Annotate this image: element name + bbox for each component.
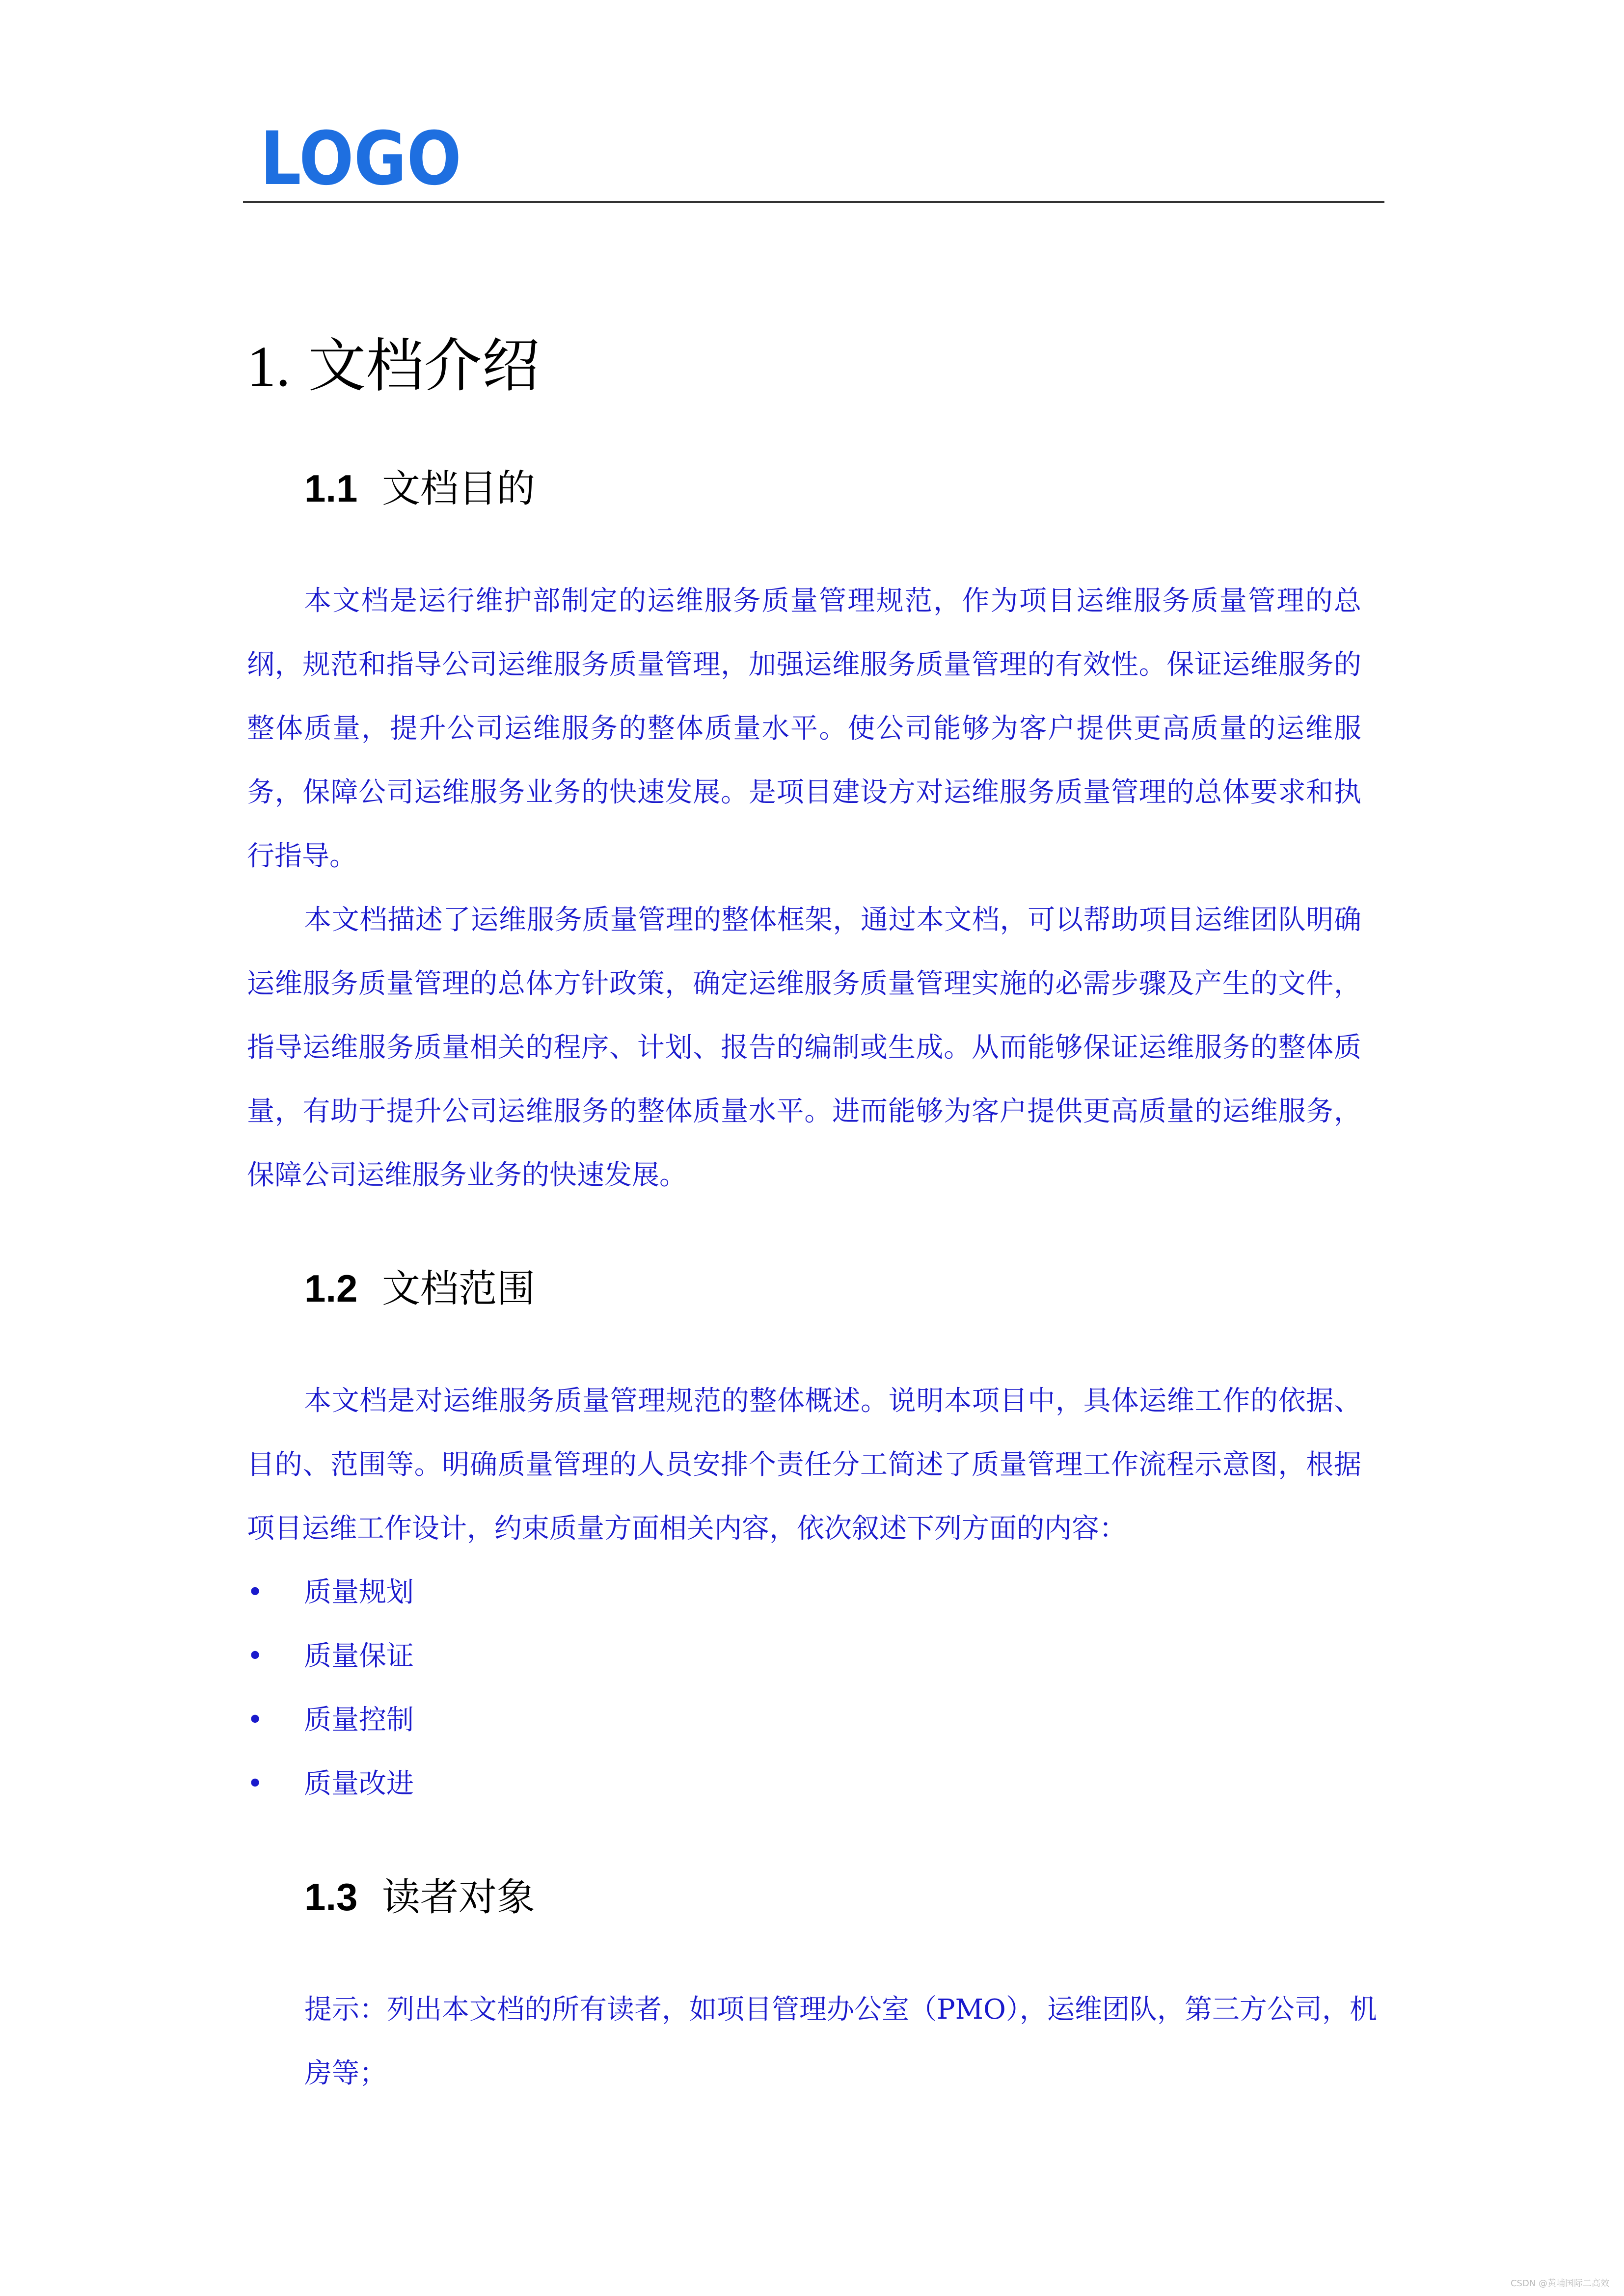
section-1-3-number: 1.3 [304,1875,358,1919]
section-1-1-title: 文档目的 [382,467,536,511]
bullet-text: 质量控制 [304,1704,414,1736]
section-1-2-number: 1.2 [304,1267,358,1310]
scope-bullet-list [247,1561,414,1816]
purpose-paragraph-2: 本文档描述了运维服务质量管理的整体框架，通过本文档，可以帮助项目运维团队明确运维服务质量管理的总体方针政策，确定运维服务质量管理实施的必需步骤及产生的文件，指导运维服务质量相关的程序、计划、报告的编制或生成。从而能够保证运维服务的整体质量，有助于提升公司运维服务的整体质量水平。进而能够为客户提供更高质量的运维服务，保障公司运维服务业务的快速发展。 [247,904,1361,1191]
section-1-2-title: 文档范围 [382,1267,536,1311]
bullet-icon: • [247,1576,264,1608]
section-1-number: 1. [247,334,291,399]
bullet-text: 质量保证 [304,1640,414,1672]
section-1-2-heading [304,1261,535,1316]
section-1-3-title: 读者对象 [382,1875,536,1920]
bullet-icon: • [247,1704,264,1736]
bullet-text: 质量规划 [304,1576,414,1608]
section-1-1-heading [304,461,535,516]
list-item [247,1752,414,1816]
purpose-paragraph-1: 本文档是运行维护部制定的运维服务质量管理规范，作为项目运维服务质量管理的总纲，规范和指导公司运维服务质量管理，加强运维服务质量管理的有效性。保证运维服务的整体质量，提升公司运维服务的整体质量水平。使公司能够为客户提供更高质量的运维服务，保障公司运维服务业务的快速发展。是项目建设方对运维服务质量管理的总体要求和执行指导。 [247,585,1361,872]
section-1-3-heading [304,1870,535,1924]
bullet-icon: • [247,1640,264,1672]
list-item [247,1561,414,1625]
list-item [247,1688,414,1752]
section-1-1-number: 1.1 [304,467,358,510]
section-1-title: 文档介绍 [308,332,540,400]
section-1-heading [247,329,540,403]
logo-text: LOGO [260,116,461,202]
header-divider [243,201,1384,203]
watermark: CSDN @黄埔国际二高效 [1510,2278,1609,2289]
logo [260,116,466,202]
list-item [247,1625,414,1688]
readers-tip: 提示：列出本文档的所有读者，如项目管理办公室（PMO），运维团队，第三方公司，机房等； [304,1994,1377,2089]
bullet-icon: • [247,1768,264,1800]
bullet-text: 质量改进 [304,1768,414,1800]
scope-paragraph: 本文档是对运维服务质量管理规范的整体概述。说明本项目中，具体运维工作的依据、目的、范围等。明确质量管理的人员安排个责任分工简述了质量管理工作流程示意图，根据项目运维工作设计，约束质量方面相关内容，依次叙述下列方面的内容： [247,1385,1361,1545]
